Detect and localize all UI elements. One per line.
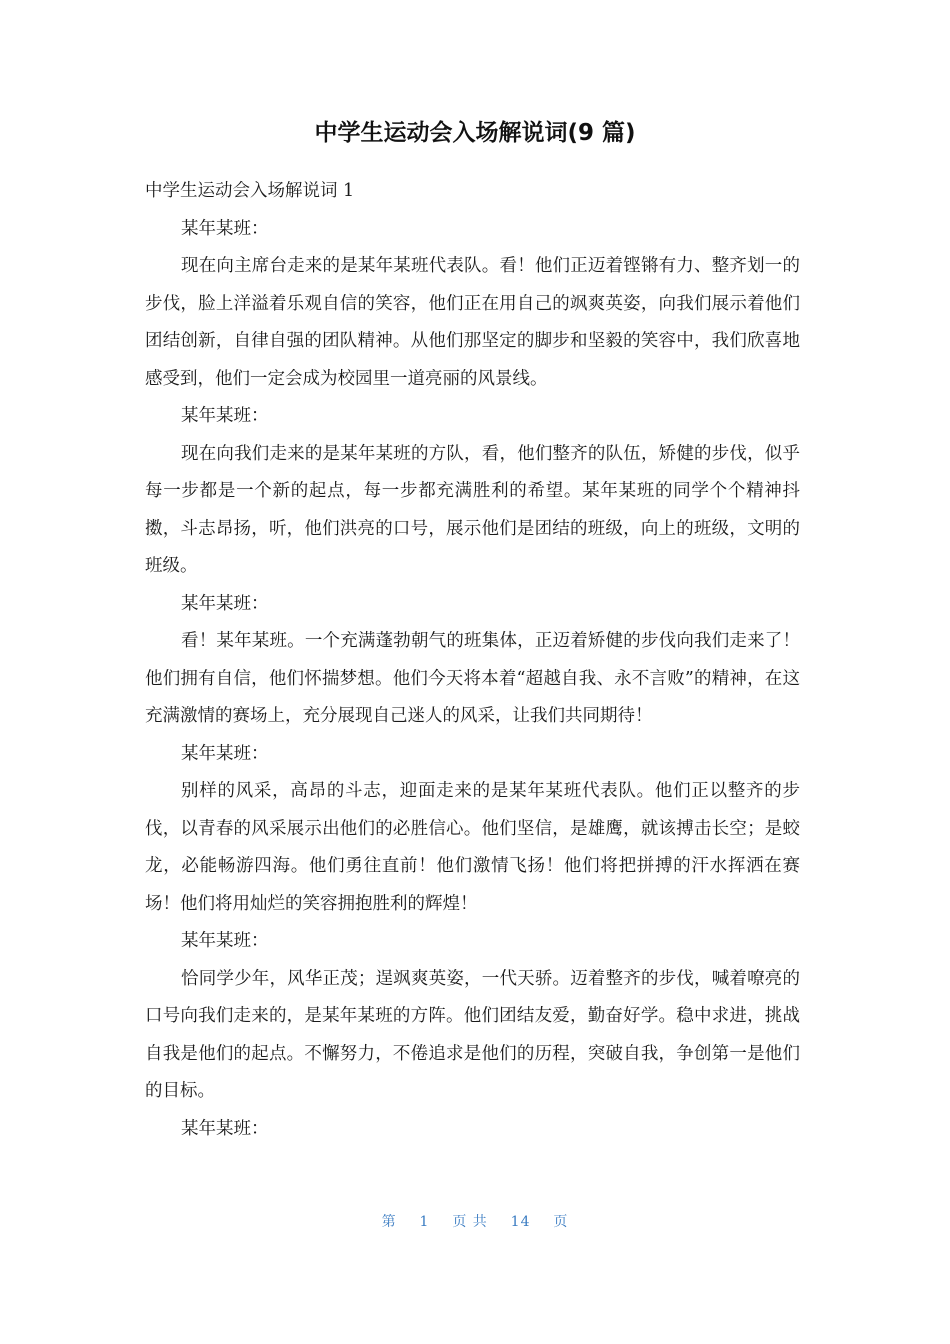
paragraph: 现在向我们走来的是某年某班的方队，看，他们整齐的队伍，矫健的步伐，似乎每一步都是一个新的起点，每一步都充满胜利的希望。某年某班的同学个个精神抖擞，斗志昂扬，听，他们洪亮的口号，展示他们是团结的班级，向上的班级，文明的班级。 bbox=[145, 443, 800, 576]
total-pages-number: 14 bbox=[510, 1214, 531, 1230]
document-title: 中学生运动会入场解说词(9 篇) bbox=[314, 120, 636, 146]
document-body bbox=[145, 173, 800, 1148]
current-page-number: 1 bbox=[419, 1214, 430, 1230]
footer-prefix: 第 bbox=[381, 1214, 397, 1230]
paragraph: 某年某班： bbox=[181, 593, 269, 614]
paragraph: 某年某班： bbox=[181, 1118, 269, 1139]
section-heading: 中学生运动会入场解说词 1 bbox=[145, 181, 355, 201]
paragraph: 别样的风采，高昂的斗志，迎面走来的是某年某班代表队。他们正以整齐的步伐，以青春的风采展示出他们的必胜信心。他们坚信，是雄鹰，就该搏击长空；是蛟龙，必能畅游四海。他们勇往直前！他们激情飞扬！他们将把拼搏的汗水挥洒在赛场！他们将用灿烂的笑容拥抱胜利的辉煌！ bbox=[145, 781, 800, 914]
paragraph: 某年某班： bbox=[181, 218, 269, 239]
paragraph: 某年某班： bbox=[181, 743, 269, 764]
paragraph: 某年某班： bbox=[181, 406, 269, 426]
paragraph: 现在向主席台走来的是某年某班代表队。看！他们正迈着铿锵有力、整齐划一的步伐，脸上洋溢着乐观自信的笑容，他们正在用自己的飒爽英姿，向我们展示着他们团结创新，自律自强的团队精神。从他们那坚定的脚步和坚毅的笑容中，我们欣喜地感受到，他们一定会成为校园里一道亮丽的风景线。 bbox=[145, 256, 800, 389]
paragraph: 恰同学少年，风华正茂；逞飒爽英姿，一代天骄。迈着整齐的步伐，喊着嘹亮的口号向我们走来的，是某年某班的方阵。他们团结友爱，勤奋好学。稳中求进，挑战自我是他们的起点。不懈努力，不倦追求是他们的历程，突破自我，争创第一是他们的目标。 bbox=[145, 968, 800, 1101]
footer-suffix: 页 bbox=[553, 1214, 569, 1230]
paragraph: 看！某年某班。一个充满蓬勃朝气的班集体，正迈着矫健的步伐向我们走来了！他们拥有自信，他们怀揣梦想。他们今天将本着“超越自我、永不言败”的精神，在这充满激情的赛场上，充分展现自己迷人的风采，让我们共同期待！ bbox=[145, 631, 800, 726]
page-footer bbox=[0, 1210, 950, 1234]
paragraph: 某年某班： bbox=[181, 931, 269, 951]
footer-middle: 页 共 bbox=[452, 1214, 488, 1230]
